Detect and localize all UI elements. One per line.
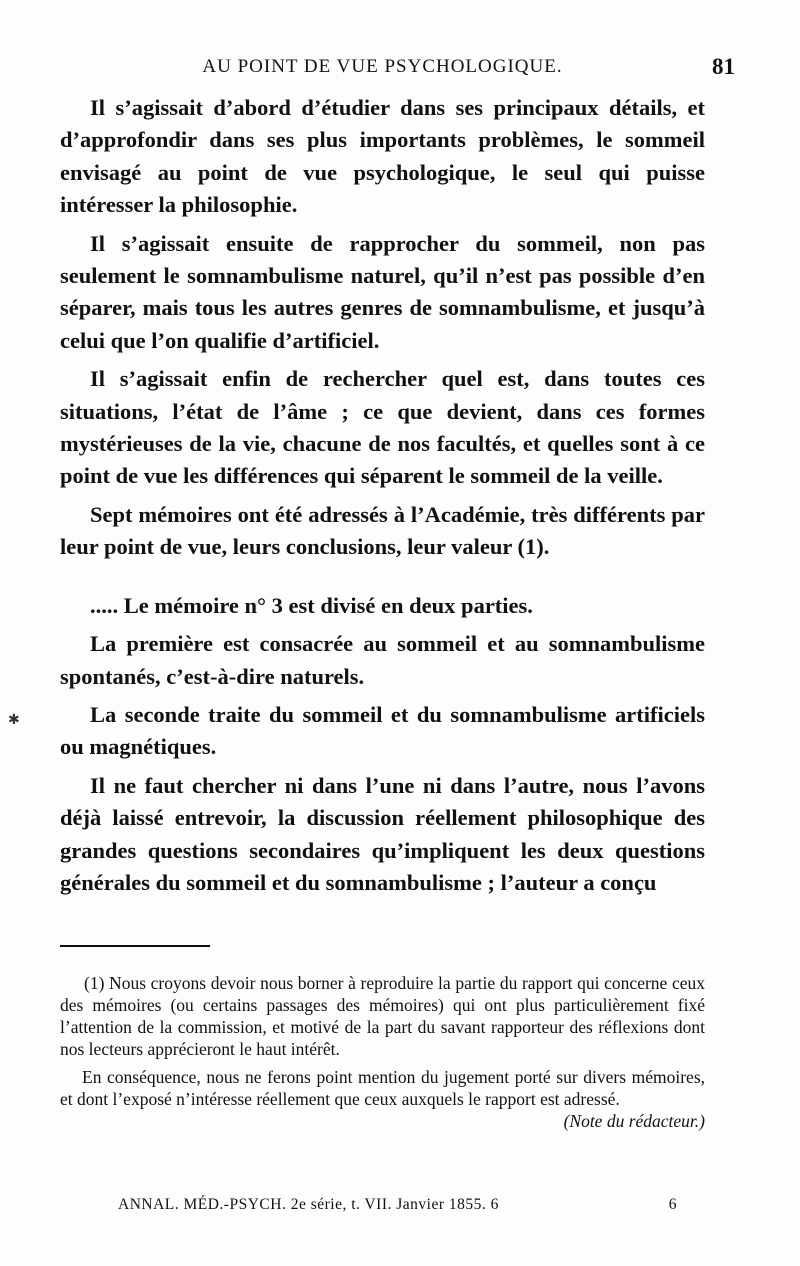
footnote-divider	[60, 945, 210, 947]
margin-mark-icon: ✱	[8, 712, 20, 728]
running-title: AU POINT DE VUE PSYCHOLOGIQUE.	[202, 56, 563, 77]
paragraph-8: Il ne faut chercher ni dans l’une ni dans l’autre, nous l’avons déjà laissé entrevoir, la discussion réellement philosophique des grandes questions secondaires qu’impliquent les deux questions générales du sommeil et du somnambulisme ; l’auteur a conçu	[60, 772, 705, 895]
footnote-1: (1) Nous croyons devoir nous borner à reproduire la partie du rapport qui concerne ceux des mémoires (ou certains passages des mémoires) qui ont plus particulièrement fixé l’attention de la commission, et motivé de la part du savant rapporteur des réflexions dont nos lecteurs apprécieront le haut intérêt.	[60, 973, 705, 1059]
footnote-signature: (Note du rédacteur.)	[563, 1111, 705, 1131]
body-text	[60, 92, 705, 905]
paragraph-7: La seconde traite du sommeil et du somnambulisme artificiels ou magnétiques.	[60, 701, 705, 760]
paragraph-4: Sept mémoires ont été adressés à l’Académie, très différents par leur point de vue, leurs conclusions, leur valeur (1).	[60, 501, 705, 560]
footnote-2	[60, 1066, 705, 1131]
paragraph-6: La première est consacrée au sommeil et au somnambulisme spontanés, c’est-à-dire naturels.	[60, 631, 705, 689]
page-number: 81	[712, 54, 735, 79]
paragraph-1: Il s’agissait d’abord d’étudier dans ses principaux détails, et d’approfondir dans ses plus importants problèmes, le sommeil envisagé au point de vue psychologique, le seul qui puisse intéresser la philosophie.	[60, 95, 705, 218]
paragraph-3: Il s’agissait enfin de rechercher quel est, dans toutes ces situations, l’état de l’âme ; ce que devient, dans ces formes mystérieuses de la vie, chacune de nos facultés, et quelles sont à ce point de vue les différences qui séparent le sommeil de la veille.	[60, 366, 705, 489]
footnote-2-text: En conséquence, nous ne ferons point mention du jugement porté sur divers mémoires, et dont l’exposé n’intéresse réellement que ceux auxquels le rapport est adressé.	[60, 1067, 705, 1109]
paragraph-2: Il s’agissait ensuite de rapprocher du sommeil, non pas seulement le somnambulisme naturel, qu’il n’est pas possible d’en séparer, mais tous les autres genres de somnambulisme, et jusqu’à celui que l’on qualifie d’artificiel.	[60, 230, 705, 353]
journal-reference: ANNAL. MÉD.-PSYCH. 2e série, t. VII. Janvier 1855. 6	[118, 1196, 499, 1213]
paragraph-5: ..... Le mémoire n° 3 est divisé en deux parties.	[90, 592, 533, 618]
sheet-number: 6	[668, 1196, 677, 1213]
page-header	[60, 54, 735, 86]
footnotes	[60, 972, 705, 1132]
signature-line	[118, 1196, 677, 1214]
